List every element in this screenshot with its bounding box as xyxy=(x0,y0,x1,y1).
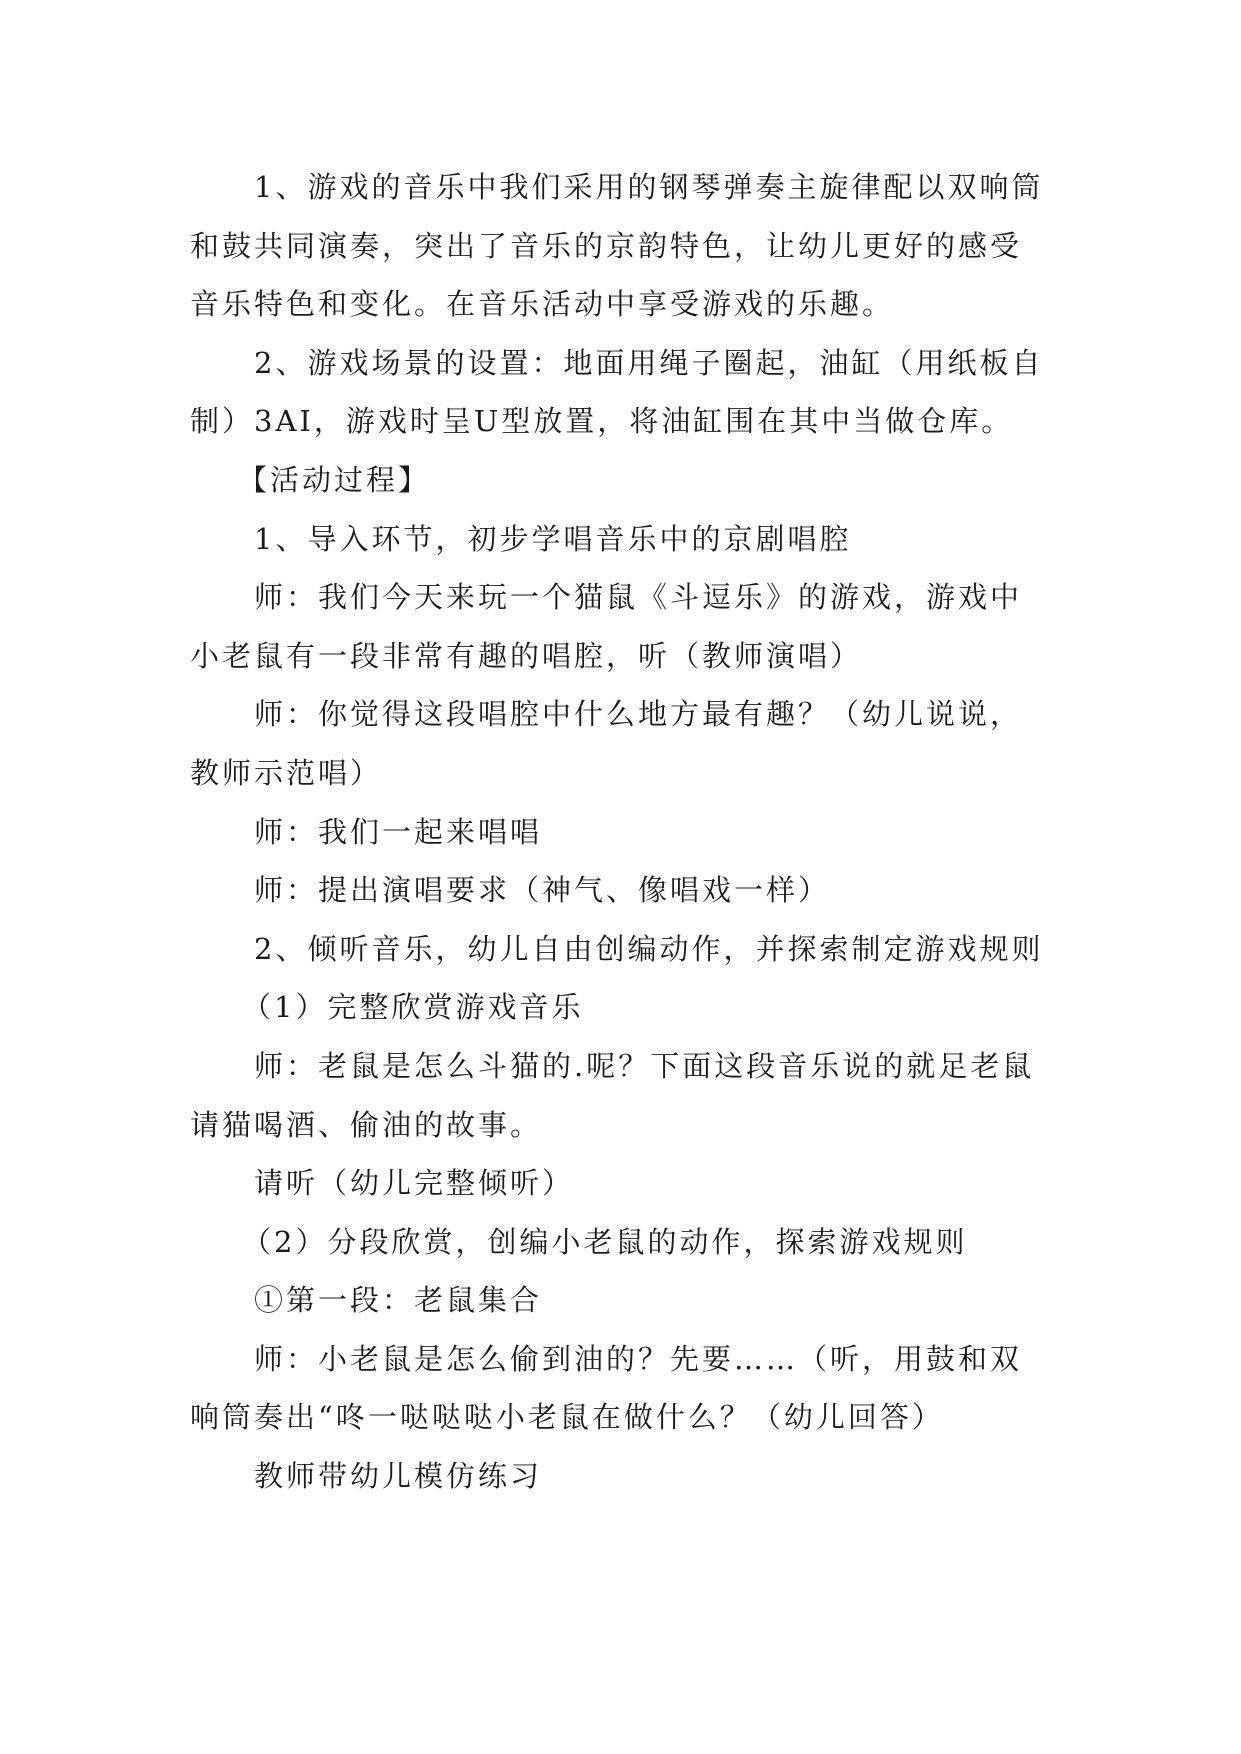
paragraph-substep-1: （1）完整欣赏游戏音乐 xyxy=(242,990,584,1025)
paragraph-sing-together: 师：我们一起来唱唱 xyxy=(254,814,543,849)
paragraph-mouse-story: 师：老鼠是怎么斗猫的.呢？下面这段音乐说的就足老鼠请猫喝酒、偷油的故事。 xyxy=(190,1048,1035,1142)
paragraph-teacher-intro: 师：我们今天来玩一个猫鼠《斗逗乐》的游戏，游戏中小老鼠有一段非常有趣的唱腔，听（教师演唱） xyxy=(190,580,1023,673)
document-body xyxy=(190,158,1052,1506)
paragraph-music-design: 1、游戏的音乐中我们采用的钢琴弹奏主旋律配以双响筒和鼓共同演奏，突出了音乐的京韵特色，让幼儿更好的感受音乐特色和变化。在音乐活动中享受游戏的乐趣。 xyxy=(190,170,1044,322)
paragraph-step-1: 1、导入环节，初步学唱音乐中的京剧唱腔 xyxy=(254,521,852,556)
paragraph-teacher-question: 师：你觉得这段唱腔中什么地方最有趣？（幼儿说说，教师示范唱） xyxy=(190,697,1023,790)
paragraph-listen: 请听（幼儿完整倾听） xyxy=(254,1166,575,1201)
paragraph-singing-requirement: 师：提出演唱要求（神气、像唱戏一样） xyxy=(254,873,831,908)
paragraph-steal-oil: 师：小老鼠是怎么偷到油的？先要……（听，用鼓和双响筒奏出“咚一哒哒哒小老鼠在做什么？（幼儿回答） xyxy=(190,1341,1023,1435)
paragraph-step-2: 2、倾听音乐，幼儿自由创编动作，并探索制定游戏规则 xyxy=(254,931,1044,966)
paragraph-scene-setup: 2、游戏场景的设置：地面用绳子圈起，油缸（用纸板自制）3AI，游戏时呈U型放置，将油缸围在其中当做仓库。 xyxy=(190,345,1044,439)
paragraph-section-one: ①第一段：老鼠集合 xyxy=(254,1283,543,1318)
paragraph-substep-2: （2）分段欣赏，创编小老鼠的动作，探索游戏规则 xyxy=(242,1224,968,1259)
paragraph-imitation-practice: 教师带幼儿模仿练习 xyxy=(254,1459,543,1494)
section-heading-activity-process: 【活动过程】 xyxy=(238,462,431,497)
